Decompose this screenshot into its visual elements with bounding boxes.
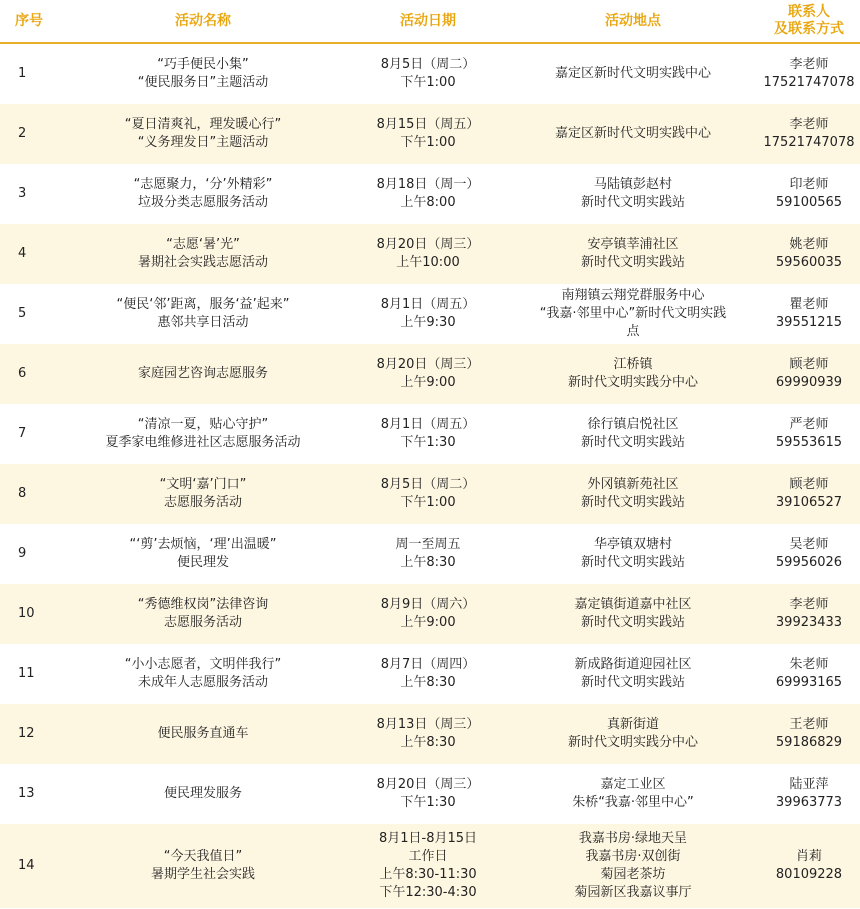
cell-no: 2 — [0, 104, 58, 164]
cell-contact: 顾老师 39106527 — [758, 464, 860, 524]
header-date: 活动日期 — [348, 0, 508, 43]
cell-activity-location: 嘉定区新时代文明实践中心 — [508, 43, 758, 104]
cell-activity-date: 8月1日-8月15日 工作日 上午8:30-11:30 下午12:30-4:30 — [348, 824, 508, 908]
table-row — [0, 164, 860, 224]
cell-contact: 李老师 17521747078 — [758, 104, 860, 164]
cell-activity-name: “志愿‘暑’光” 暑期社会实践志愿活动 — [58, 224, 348, 284]
cell-activity-date: 8月20日（周三） 上午9:00 — [348, 344, 508, 404]
cell-no: 9 — [0, 524, 58, 584]
cell-activity-name: 便民理发服务 — [58, 764, 348, 824]
table-row — [0, 104, 860, 164]
cell-no: 12 — [0, 704, 58, 764]
table-header — [0, 0, 860, 43]
cell-contact: 顾老师 69990939 — [758, 344, 860, 404]
cell-activity-location: 新成路街道迎园社区 新时代文明实践站 — [508, 644, 758, 704]
cell-activity-name: “秀德维权岗”法律咨询 志愿服务活动 — [58, 584, 348, 644]
cell-activity-name: “今天我值日” 暑期学生社会实践 — [58, 824, 348, 908]
cell-contact: 姚老师 59560035 — [758, 224, 860, 284]
cell-activity-name: “文明‘嘉’门口” 志愿服务活动 — [58, 464, 348, 524]
cell-no: 7 — [0, 404, 58, 464]
cell-contact: 王老师 59186829 — [758, 704, 860, 764]
cell-activity-location: 马陆镇彭赵村 新时代文明实践站 — [508, 164, 758, 224]
table-row — [0, 224, 860, 284]
cell-no: 6 — [0, 344, 58, 404]
cell-no: 3 — [0, 164, 58, 224]
table-row — [0, 704, 860, 764]
cell-contact: 瞿老师 39551215 — [758, 284, 860, 344]
cell-activity-location: 江桥镇 新时代文明实践分中心 — [508, 344, 758, 404]
cell-activity-name: “巧手便民小集” “便民服务日”主题活动 — [58, 43, 348, 104]
cell-contact: 印老师 59100565 — [758, 164, 860, 224]
cell-no: 14 — [0, 824, 58, 908]
cell-no: 4 — [0, 224, 58, 284]
cell-no: 5 — [0, 284, 58, 344]
cell-activity-location: 真新街道 新时代文明实践分中心 — [508, 704, 758, 764]
cell-activity-date: 8月1日（周五） 下午1:30 — [348, 404, 508, 464]
table-row — [0, 464, 860, 524]
cell-activity-name: “志愿聚力，‘分’外精彩” 垃圾分类志愿服务活动 — [58, 164, 348, 224]
cell-no: 1 — [0, 43, 58, 104]
cell-activity-name: “便民‘邻’距离，服务‘益’起来” 惠邻共享日活动 — [58, 284, 348, 344]
cell-no: 11 — [0, 644, 58, 704]
cell-contact: 肖莉 80109228 — [758, 824, 860, 908]
cell-activity-date: 8月1日（周五） 上午9:30 — [348, 284, 508, 344]
cell-activity-date: 8月5日（周二） 下午1:00 — [348, 43, 508, 104]
header-no: 序号 — [0, 0, 58, 43]
table-row — [0, 344, 860, 404]
cell-activity-name: “清凉一夏，贴心守护” 夏季家电维修进社区志愿服务活动 — [58, 404, 348, 464]
table-row — [0, 404, 860, 464]
header-row — [0, 0, 860, 43]
header-name: 活动名称 — [58, 0, 348, 43]
cell-activity-date: 8月15日（周五） 下午1:00 — [348, 104, 508, 164]
cell-activity-name: 便民服务直通车 — [58, 704, 348, 764]
cell-activity-name: “‘剪’去烦恼，‘理’出温暖” 便民理发 — [58, 524, 348, 584]
cell-contact: 陆亚萍 39963773 — [758, 764, 860, 824]
table-body — [0, 43, 860, 908]
cell-activity-date: 8月5日（周二） 下午1:00 — [348, 464, 508, 524]
cell-activity-location: 徐行镇启悦社区 新时代文明实践站 — [508, 404, 758, 464]
cell-activity-location: 安亭镇莘浦社区 新时代文明实践站 — [508, 224, 758, 284]
cell-contact: 朱老师 69993165 — [758, 644, 860, 704]
cell-activity-date: 8月18日（周一） 上午8:00 — [348, 164, 508, 224]
cell-activity-location: 嘉定工业区 朱桥“我嘉·邻里中心” — [508, 764, 758, 824]
cell-activity-name: 家庭园艺咨询志愿服务 — [58, 344, 348, 404]
header-contact: 联系人 及联系方式 — [758, 0, 860, 43]
cell-activity-date: 8月13日（周三） 上午8:30 — [348, 704, 508, 764]
cell-activity-date: 8月7日（周四） 上午8:30 — [348, 644, 508, 704]
cell-no: 8 — [0, 464, 58, 524]
cell-no: 13 — [0, 764, 58, 824]
cell-activity-date: 8月9日（周六） 上午9:00 — [348, 584, 508, 644]
table-row — [0, 824, 860, 908]
cell-activity-date: 8月20日（周三） 上午10:00 — [348, 224, 508, 284]
cell-activity-date: 8月20日（周三） 下午1:30 — [348, 764, 508, 824]
cell-activity-name: “小小志愿者，文明伴我行” 未成年人志愿服务活动 — [58, 644, 348, 704]
table-row — [0, 584, 860, 644]
cell-activity-location: 外冈镇新苑社区 新时代文明实践站 — [508, 464, 758, 524]
table-row — [0, 764, 860, 824]
cell-activity-date: 周一至周五 上午8:30 — [348, 524, 508, 584]
table-row — [0, 644, 860, 704]
table-row — [0, 43, 860, 104]
cell-contact: 李老师 17521747078 — [758, 43, 860, 104]
cell-activity-location: 嘉定镇街道嘉中社区 新时代文明实践站 — [508, 584, 758, 644]
table-row — [0, 284, 860, 344]
cell-activity-location: 华亭镇双塘村 新时代文明实践站 — [508, 524, 758, 584]
cell-contact: 吴老师 59956026 — [758, 524, 860, 584]
cell-activity-location: 南翔镇云翔党群服务中心 “我嘉·邻里中心”新时代文明实践 点 — [508, 284, 758, 344]
cell-activity-name: “夏日清爽礼，理发暖心行” “义务理发日”主题活动 — [58, 104, 348, 164]
table-row — [0, 524, 860, 584]
header-location: 活动地点 — [508, 0, 758, 43]
cell-activity-location: 嘉定区新时代文明实践中心 — [508, 104, 758, 164]
cell-no: 10 — [0, 584, 58, 644]
cell-activity-location: 我嘉书房·绿地天呈 我嘉书房·双创街 菊园老茶坊 菊园新区我嘉议事厅 — [508, 824, 758, 908]
cell-contact: 李老师 39923433 — [758, 584, 860, 644]
cell-contact: 严老师 59553615 — [758, 404, 860, 464]
